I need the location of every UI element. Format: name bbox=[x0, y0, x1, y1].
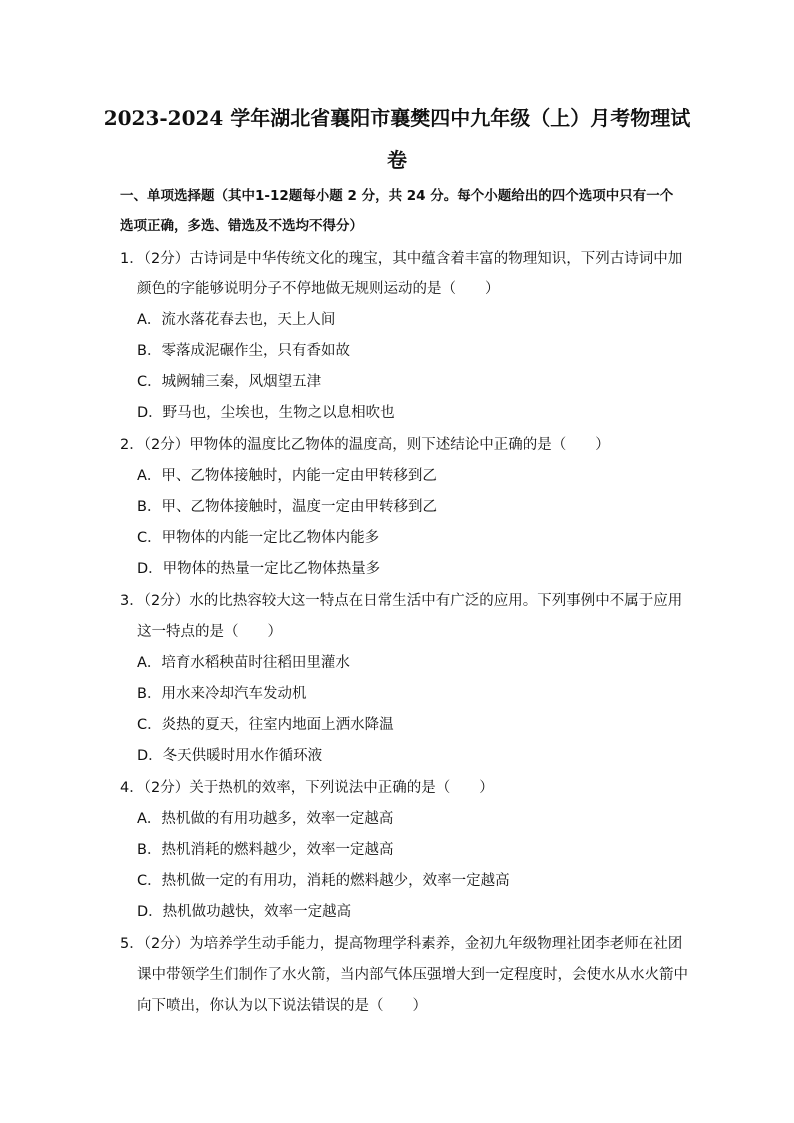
question-4-option-a: A．热机做的有用功越多，效率一定越高 bbox=[137, 811, 394, 827]
section-heading-line-1: 一、单项选择题（其中1-12题每小题 2 分，共 24 分。每个小题给出的四个选项中只有一个 bbox=[120, 188, 674, 204]
question-4-option-b: B．热机消耗的燃料越少，效率一定越高 bbox=[137, 842, 394, 858]
question-2-stem: 2．（2分）甲物体的温度比乙物体的温度高，则下述结论中正确的是（ ） bbox=[120, 437, 610, 453]
question-3-stem: 3．（2分）水的比热容较大这一特点在日常生活中有广泛的应用。下列事例中不属于应用 bbox=[120, 593, 683, 609]
question-1-option-d: D．野马也，尘埃也，生物之以息相吹也 bbox=[137, 405, 395, 421]
question-2-option-a: A．甲、乙物体接触时，内能一定由甲转移到乙 bbox=[137, 468, 437, 484]
question-1-option-c: C．城阙辅三秦，风烟望五津 bbox=[137, 374, 322, 390]
question-1-stem: 1．（2分）古诗词是中华传统文化的瑰宝，其中蕴含着丰富的物理知识，下列古诗词中加 bbox=[120, 251, 683, 267]
question-4-option-c: C．热机做一定的有用功，消耗的燃料越少，效率一定越高 bbox=[137, 873, 510, 889]
question-3-option-a: A．培育水稻秧苗时往稻田里灌水 bbox=[137, 655, 350, 671]
question-5-stem-cont-1: 课中带领学生们制作了水火箭，当内部气体压强增大到一定程度时，会使水从水火箭中 bbox=[137, 967, 688, 983]
question-3-stem-cont: 这一特点的是（ ） bbox=[137, 624, 282, 640]
question-3-option-c: C．炎热的夏天，往室内地面上洒水降温 bbox=[137, 717, 394, 733]
question-5-stem: 5．（2分）为培养学生动手能力，提高物理学科素养，金初九年级物理社团李老师在社团 bbox=[120, 936, 683, 952]
question-2-option-b: B．甲、乙物体接触时，温度一定由甲转移到乙 bbox=[137, 499, 437, 515]
question-1-stem-cont: 颜色的字能够说明分子不停地做无规则运动的是（ ） bbox=[137, 281, 500, 297]
page-title-line-2: 卷 bbox=[387, 148, 407, 172]
section-heading-line-2: 选项正确，多选、错选及不选均不得分） bbox=[120, 218, 363, 234]
question-5-stem-cont-2: 向下喷出，你认为以下说法错误的是（ ） bbox=[137, 998, 427, 1014]
question-2-option-d: D．甲物体的热量一定比乙物体热量多 bbox=[137, 561, 381, 577]
question-3-option-d: D．冬天供暖时用水作循环液 bbox=[137, 748, 323, 764]
question-1-option-b: B．零落成泥碾作尘，只有香如故 bbox=[137, 343, 350, 359]
question-3-option-b: B．用水来冷却汽车发动机 bbox=[137, 686, 307, 702]
question-4-option-d: D．热机做功越快，效率一定越高 bbox=[137, 904, 352, 920]
question-1-option-a: A．流水落花春去也，天上人间 bbox=[137, 312, 336, 328]
page-title-line-1: 2023-2024 学年湖北省襄阳市襄樊四中九年级（上）月考物理试 bbox=[103, 106, 691, 130]
question-2-option-c: C．甲物体的内能一定比乙物体内能多 bbox=[137, 530, 380, 546]
question-4-stem: 4．（2分）关于热机的效率，下列说法中正确的是（ ） bbox=[120, 780, 494, 796]
